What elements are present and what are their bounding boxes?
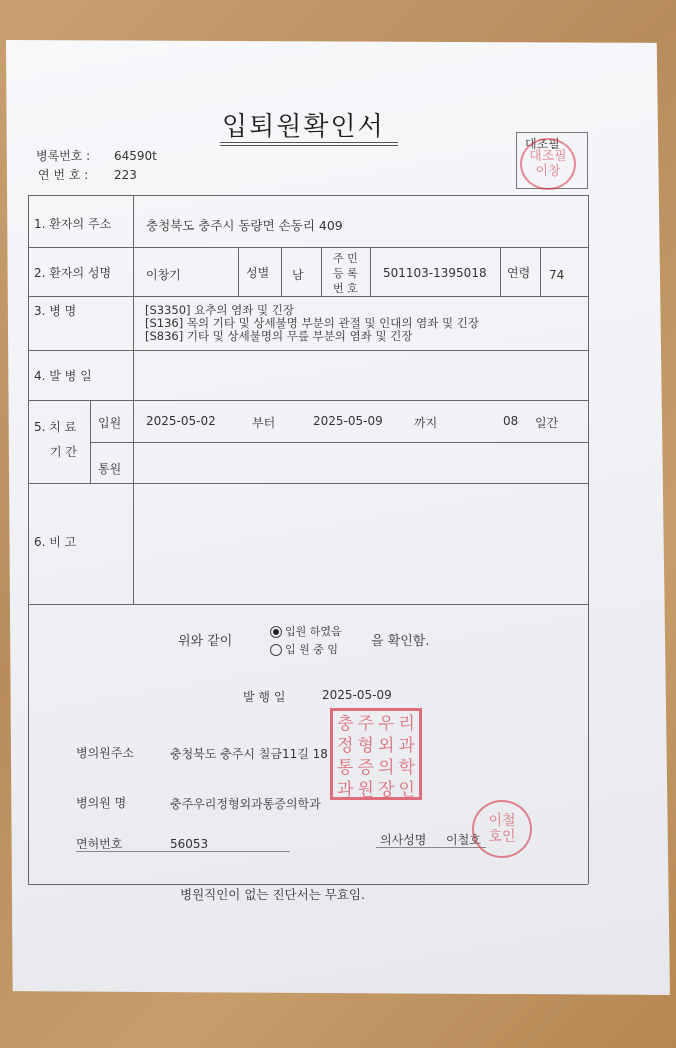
hospital-name-label: 병의원 명 xyxy=(76,796,127,810)
hospital-address-label: 병의원주소 xyxy=(76,746,134,760)
title-underline-2 xyxy=(220,145,398,146)
seal-char: 과 xyxy=(398,736,415,756)
seal-char: 원 xyxy=(357,780,374,800)
treatment-period-label: 5. 치 료 xyxy=(34,420,77,434)
inpatient-label: 입원 xyxy=(98,416,122,430)
seal-char: 장 xyxy=(378,780,395,800)
patient-sex: 남 xyxy=(292,268,304,282)
outpatient-label: 통원 xyxy=(98,462,122,476)
doctor-label: 의사성명 xyxy=(380,833,427,847)
hospital-seal xyxy=(330,708,422,800)
hospital-name: 충주우리정형외과통증의학과 xyxy=(170,797,321,811)
to-label: 까지 xyxy=(414,416,438,430)
remarks-label: 6. 비 고 xyxy=(34,535,77,549)
patient-address: 충청북도 충주시 동량면 손동리 409 xyxy=(146,218,343,233)
confirm-suffix: 을 확인함. xyxy=(371,634,430,649)
inpatient-start-date: 2025-05-02 xyxy=(146,414,216,428)
seal-char: 형 xyxy=(357,736,374,756)
inpatient-end-date: 2025-05-09 xyxy=(313,414,383,428)
license-underline xyxy=(76,851,290,852)
option-admitted xyxy=(270,623,342,639)
doctor-seal-text: 이철 호인 xyxy=(488,813,516,845)
seal-char: 과 xyxy=(337,780,354,800)
license-no: 56053 xyxy=(170,837,209,851)
document-title: 입퇴원확인서 xyxy=(222,112,385,142)
diagnosis-2: [S136] 목의 기타 및 상세불명 부분의 관절 및 인대의 염좌 및 긴장 xyxy=(145,316,479,330)
age-label: 연령 xyxy=(507,266,531,280)
stamp-box-label: 대조필 xyxy=(525,137,560,151)
patient-rrn: 501103-1395018 xyxy=(383,266,487,280)
doctor-name: 이철호 xyxy=(446,833,481,847)
footer-note: 병원직인이 없는 진단서는 무효임. xyxy=(180,887,365,902)
patient-name: 이창기 xyxy=(146,268,181,282)
name-label: 2. 환자의 성명 xyxy=(34,266,112,280)
diagnosis-3: [S836] 기타 및 상세불명의 무릎 부분의 염좌 및 긴장 xyxy=(145,329,413,343)
seal-char: 통 xyxy=(337,758,354,778)
seal-char: 주 xyxy=(357,714,374,734)
hospital-address: 충청북도 충주시 칠금11길 18 xyxy=(170,747,328,761)
verification-seal xyxy=(520,138,576,190)
diagnosis-1: [S3350] 요추의 염좌 및 긴장 xyxy=(145,303,295,317)
seal-char: 외 xyxy=(378,736,395,756)
license-label: 면허번호 xyxy=(76,837,123,851)
doctor-underline xyxy=(376,847,486,848)
record-no: 64590t xyxy=(114,149,157,163)
patient-age: 74 xyxy=(549,268,565,282)
record-no-label: 병록번호 : xyxy=(36,149,91,163)
seal-char: 우 xyxy=(378,714,395,734)
onset-label: 4. 발 병 일 xyxy=(34,369,92,383)
from-label: 부터 xyxy=(252,416,276,430)
seal-char: 의 xyxy=(378,758,395,778)
verification-seal-text: 대조필 이창 xyxy=(529,149,567,179)
rrn-label-2: 등 록 xyxy=(333,267,358,280)
admitted-radio[interactable] xyxy=(270,626,282,638)
treatment-period-label-2: 기 간 xyxy=(50,445,77,459)
seal-char: 정 xyxy=(337,736,354,756)
inpatient-days: 08 xyxy=(503,414,519,428)
confirm-prefix: 위와 같이 xyxy=(178,634,233,649)
serial-no-label: 연 번 호 : xyxy=(38,168,89,182)
seal-char: 충 xyxy=(337,714,354,734)
days-label: 일간 xyxy=(535,416,559,430)
option-inpatient xyxy=(270,641,338,657)
option-inpatient-label: 입 원 중 임 xyxy=(285,643,338,656)
serial-no: 223 xyxy=(114,168,137,182)
rrn-label-1: 주 민 xyxy=(333,252,358,265)
diagnosis-label: 3. 병 명 xyxy=(34,304,77,318)
issue-date: 2025-05-09 xyxy=(322,688,392,702)
sex-label: 성별 xyxy=(246,266,270,280)
doctor-seal xyxy=(472,800,532,858)
option-admitted-label: 입원 하였음 xyxy=(285,625,342,638)
rrn-label-3: 번 호 xyxy=(333,282,358,295)
seal-char: 리 xyxy=(398,714,415,734)
address-label: 1. 환자의 주소 xyxy=(34,217,112,231)
seal-char: 인 xyxy=(398,780,415,800)
issue-date-label: 발 행 일 xyxy=(243,690,286,704)
seal-char: 학 xyxy=(398,758,415,778)
inpatient-radio[interactable] xyxy=(270,644,282,656)
title-underline xyxy=(220,142,398,143)
seal-char: 증 xyxy=(357,758,374,778)
